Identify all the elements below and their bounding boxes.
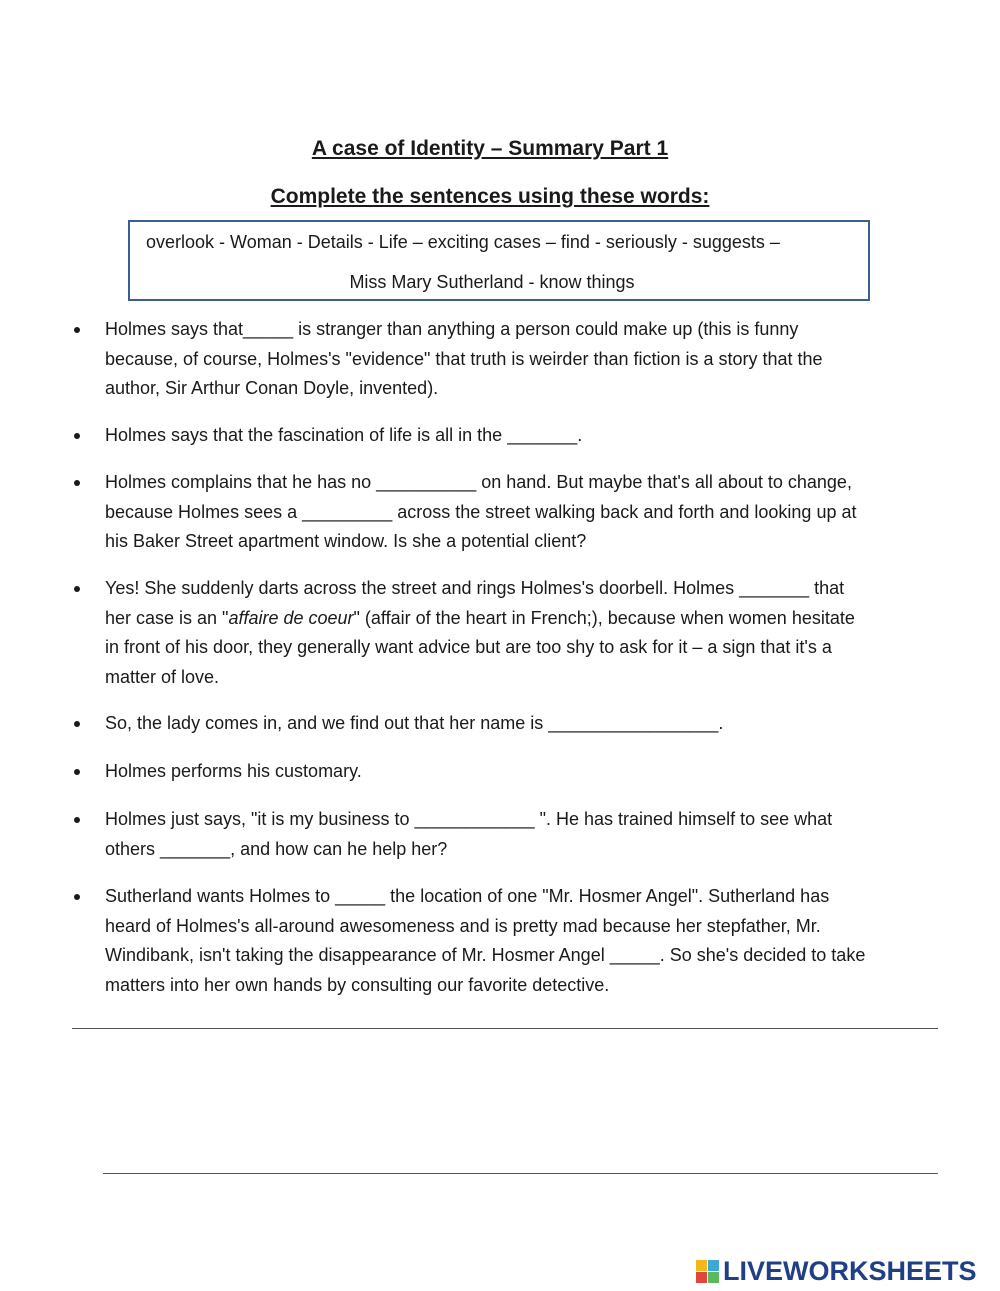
bullet-icon [74, 480, 80, 486]
bullet-icon [74, 894, 80, 900]
logo-block-1 [696, 1260, 707, 1271]
bullet-icon [74, 327, 80, 333]
divider-line-1 [72, 1028, 938, 1029]
logo-blocks-icon [696, 1260, 719, 1283]
word-bank-box [128, 220, 870, 301]
sentence-text: Holmes performs his customary. [105, 761, 362, 781]
bullet-icon [74, 769, 80, 775]
sentence-text: Holmes just says, "it is my business to ____________ ". He has trained himself to see what others _______, and how can he help her? [105, 809, 833, 859]
sentence-text: So, the lady comes in, and we find out that her name is _________________. [105, 713, 724, 733]
instructions-heading: Complete the sentences using these words: [270, 185, 710, 208]
logo-block-3 [696, 1272, 707, 1283]
logo-block-2 [708, 1260, 719, 1271]
bullet-icon [74, 817, 80, 823]
bullet-icon [74, 586, 80, 592]
sentence-text: Holmes says that the fascination of life is all in the _______. [105, 425, 583, 445]
logo-block-4 [708, 1272, 719, 1283]
sentence-text: Holmes says that_____ is stranger than anything a person could make up (this is funny because, of course, Holmes's "evidence" that truth is weirder than fiction is a story that the author, Sir Arthur Conan Doyle, invented). [105, 319, 823, 398]
liveworksheets-logo [696, 1254, 977, 1288]
word-bank-line-2: Miss Mary Sutherland - know things [349, 272, 635, 292]
logo-text: LIVEWORKSHEETS [723, 1255, 977, 1286]
bullet-icon [74, 721, 80, 727]
italic-phrase: affaire de coeur [228, 607, 354, 628]
bullet-icon [74, 433, 80, 439]
worksheet-title: A case of Identity – Summary Part 1 [311, 137, 669, 160]
divider-line-2 [103, 1173, 938, 1174]
sentence-text: Yes! She suddenly darts across the street and rings Holmes's doorbell. Holmes _______ that her case is an "affaire de coeur" (affair of the heart in French;), because when women hesitate in front of his door, they generally want advice but are too shy to ask for it – a sign that it's a matter of love. [105, 578, 855, 687]
sentence-text: Holmes complains that he has no __________ on hand. But maybe that's all about to change, because Holmes sees a _________ across the street walking back and forth and looking up at his Baker Street apartment window. Is she a potential client? [105, 472, 857, 551]
sentence-text: Sutherland wants Holmes to _____ the location of one "Mr. Hosmer Angel". Sutherland has heard of Holmes's all-around awesomeness and is pretty mad because her stepfather, Mr. Windibank, isn't taking the disappearance of Mr. Hosmer Angel _____. So she's decided to take matters into her own hands by consulting our favorite detective. [105, 886, 866, 995]
word-bank-line-1: overlook - Woman - Details - Life – exciting cases – find - seriously - suggests – [146, 232, 780, 252]
